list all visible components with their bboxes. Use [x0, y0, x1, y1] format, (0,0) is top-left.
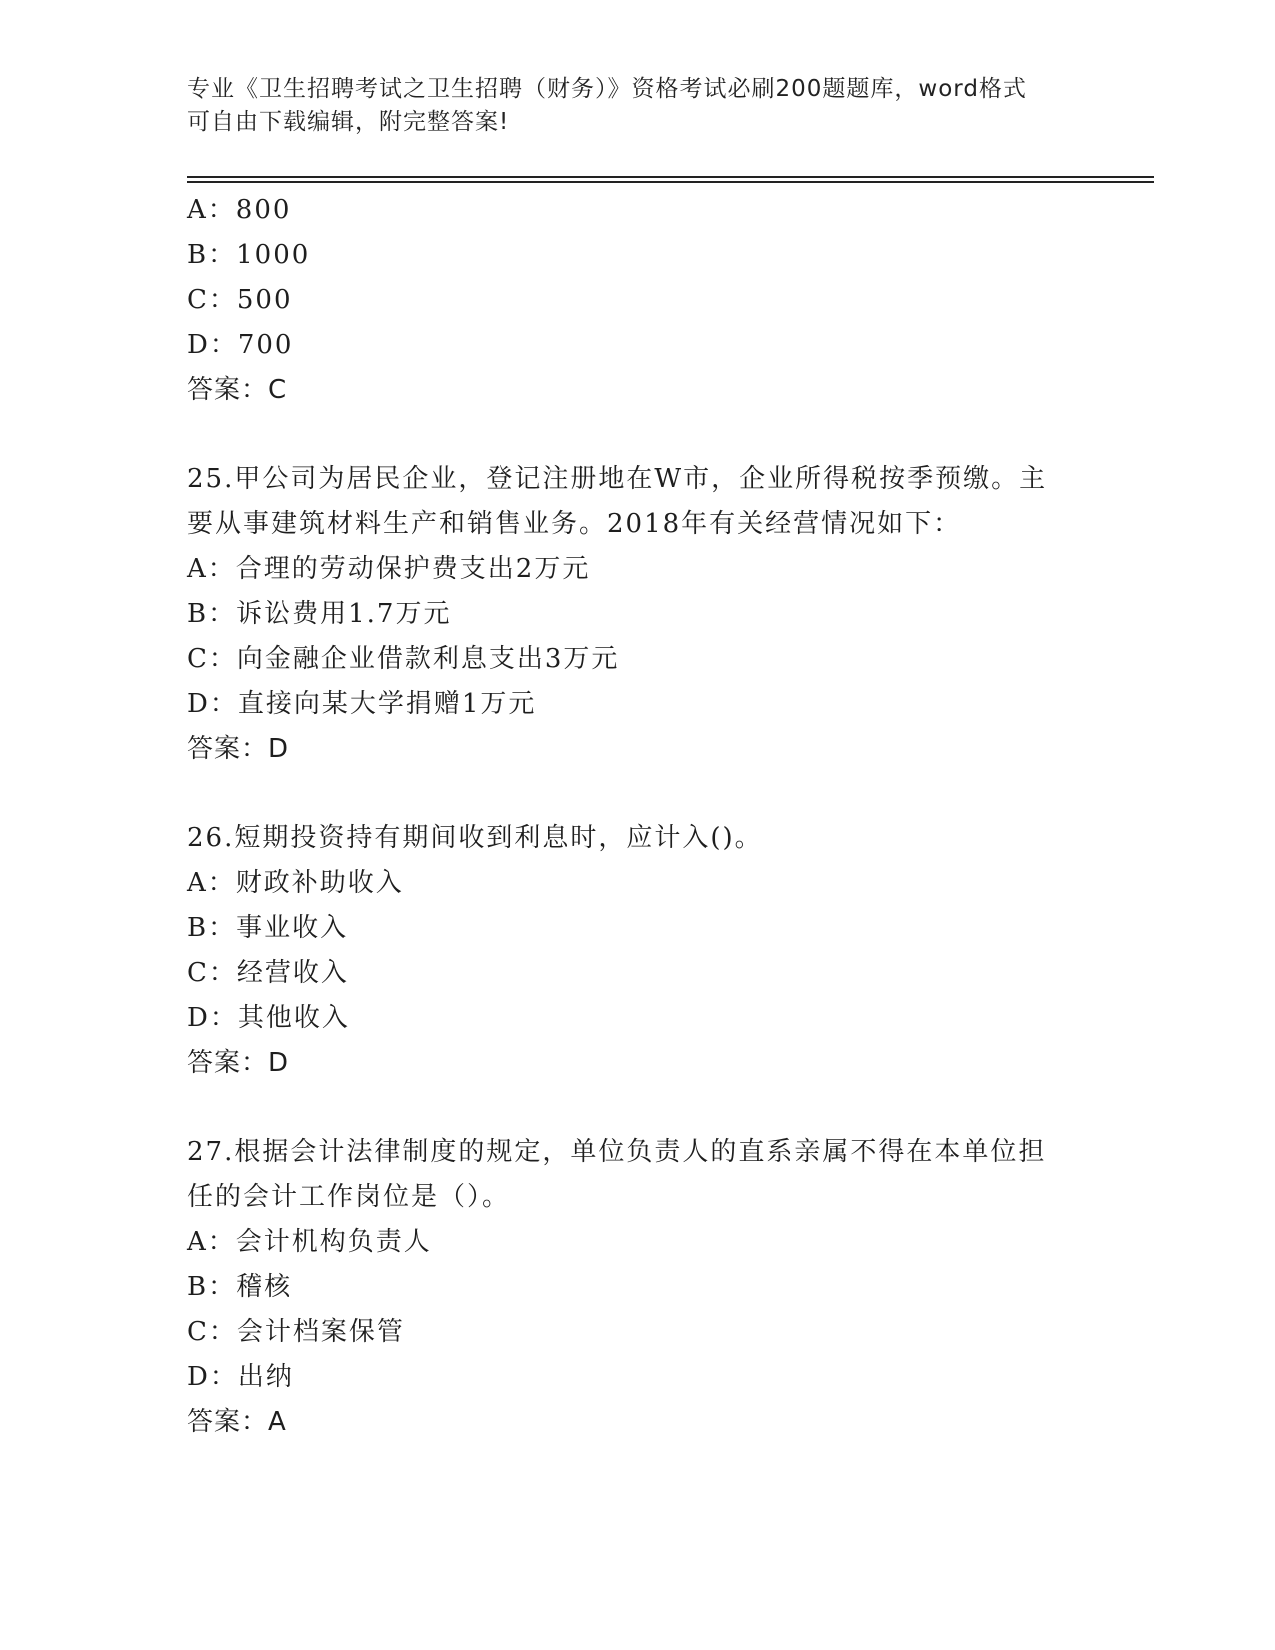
header-rule-bottom	[187, 181, 1154, 183]
q24-option-d: D：700	[187, 330, 294, 360]
q26-option-d: D：其他收入	[187, 1003, 350, 1033]
q26-option-b: B：事业收入	[187, 913, 349, 943]
q27-option-c: C：会计档案保管	[187, 1317, 405, 1347]
header-line-2: 可自由下载编辑，附完整答案!	[187, 109, 510, 135]
q25-option-a: A：合理的劳动保护费支出2万元	[187, 554, 591, 584]
q26-stem-line-1: 26.短期投资持有期间收到利息时，应计入()。	[187, 823, 763, 853]
q25-answer: 答案：D	[187, 734, 290, 764]
q24-option-a: A：800	[187, 195, 292, 225]
q25-stem-line-2: 要从事建筑材料生产和销售业务。2018年有关经营情况如下：	[187, 509, 962, 539]
q26-answer: 答案：D	[187, 1048, 290, 1078]
q27-answer: 答案：A	[187, 1407, 287, 1437]
q26-option-c: C：经营收入	[187, 958, 349, 988]
q27-stem-line-1: 27.根据会计法律制度的规定，单位负责人的直系亲属不得在本单位担	[187, 1137, 1047, 1167]
q27-option-d: D：出纳	[187, 1362, 294, 1392]
q25-option-c: C：向金融企业借款利息支出3万元	[187, 644, 620, 674]
q25-stem-line-1: 25.甲公司为居民企业，登记注册地在W市，企业所得税按季预缴。主	[187, 464, 1048, 494]
q25-option-d: D：直接向某大学捐赠1万元	[187, 689, 537, 719]
page-header	[187, 73, 1087, 139]
q27-option-b: B：稽核	[187, 1272, 293, 1302]
q27-stem-line-2: 任的会计工作岗位是（）。	[187, 1182, 511, 1212]
q25-option-b: B：诉讼费用1.7万元	[187, 599, 452, 629]
header-rule-top	[187, 176, 1154, 178]
q27-option-a: A：会计机构负责人	[187, 1227, 432, 1257]
header-line-1: 专业《卫生招聘考试之卫生招聘（财务）》资格考试必刷200题题库，word格式	[187, 76, 1027, 102]
q26-option-a: A：财政补助收入	[187, 868, 404, 898]
q24-option-c: C：500	[187, 285, 293, 315]
q24-option-b: B：1000	[187, 240, 311, 270]
q24-answer: 答案：C	[187, 375, 288, 405]
